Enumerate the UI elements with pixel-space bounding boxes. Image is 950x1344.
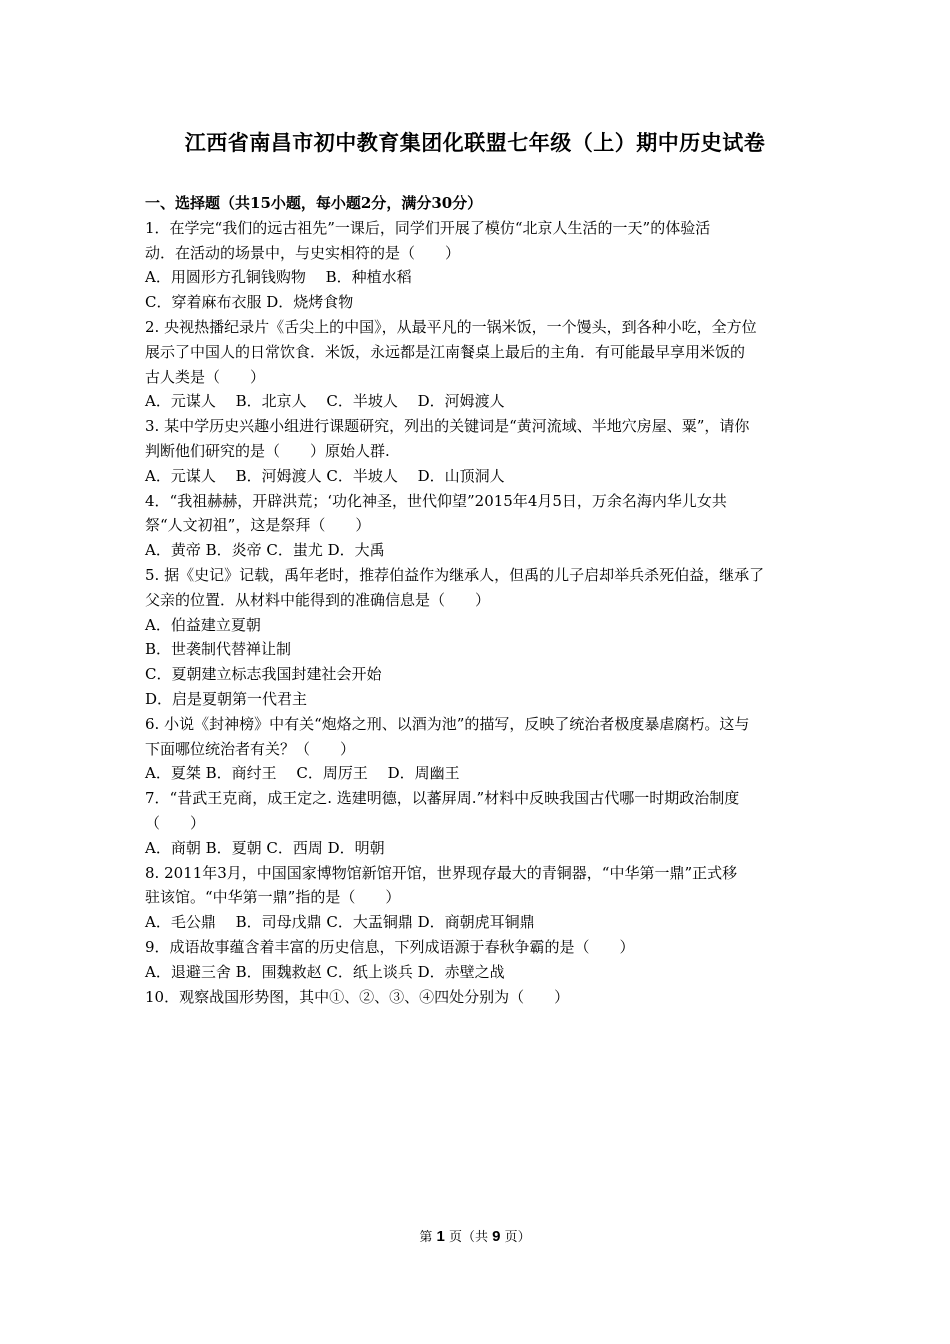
question-option-line: C．夏朝建立标志我国封建社会开始 (145, 665, 382, 684)
question-stem-line: 7．“昔武王克商，成王定之. 选建明德，以蕃屏周.”材料中反映我国古代哪一时期政治制度 (145, 789, 740, 808)
question-stem-line: 9．成语故事蕴含着丰富的历史信息，下列成语源于春秋争霸的是（ ） (145, 937, 635, 956)
question-stem-line: 4．“我祖赫赫，开辟洪荒；‘功化神圣，世代仰望”2015年4月5日，万余名海内华儿女共 (145, 491, 727, 510)
question-option-line: A．黄帝 B．炎帝 C．蚩尤 D．大禹 (145, 541, 385, 560)
footer-page-number: 1 (436, 1228, 445, 1245)
question-7 (145, 786, 810, 860)
question-option-line: A．元谋人 B．河姆渡人 C．半坡人 D．山顶洞人 (145, 466, 505, 485)
question-stem-line: 祭“人文初祖”，这是祭拜（ ） (145, 516, 371, 535)
question-9 (145, 935, 810, 985)
question-option-line: A．夏桀 B．商纣王 C．周厉王 D．周幽王 (145, 764, 460, 783)
document-body (145, 191, 810, 1009)
question-stem-line: 驻该馆。“中华第一鼎”指的是（ ） (145, 888, 401, 907)
section-heading: 一、选择题（共15小题，每小题2分，满分30分） (145, 194, 483, 212)
question-stem-line: 10．观察战国形势图，其中①、②、③、④四处分别为（ ） (145, 987, 570, 1006)
page-footer (0, 1226, 950, 1245)
question-8 (145, 861, 810, 935)
question-option-line: D．启是夏朝第一代君主 (145, 689, 308, 708)
question-option-line: C．穿着麻布衣服 D．烧烤食物 (145, 293, 354, 312)
footer-prefix: 第 (419, 1230, 433, 1245)
footer-total-pages: 9 (492, 1228, 501, 1245)
question-stem-line: 8. 2011年3月，中国国家博物馆新馆开馆，世界现存最大的青铜器，“中华第一鼎”正式移 (145, 863, 738, 882)
document-title: 江西省南昌市初中教育集团化联盟七年级（上）期中历史试卷 (184, 130, 766, 155)
footer-suffix: 页） (504, 1230, 531, 1245)
question-10 (145, 985, 810, 1010)
question-stem-line: 下面哪位统治者有关？（ ） (145, 739, 356, 758)
question-option-line: A．用圆形方孔铜钱购物 B．种植水稻 (145, 268, 412, 287)
question-option-line: A．元谋人 B．北京人 C．半坡人 D．河姆渡人 (145, 392, 505, 411)
question-option-line: A．伯益建立夏朝 (145, 615, 261, 634)
question-stem-line: 古人类是（ ） (145, 367, 266, 386)
question-stem-line: 5. 据《史记》记载，禹年老时，推荐伯益作为继承人，但禹的儿子启却举兵杀死伯益，继承了 (145, 565, 765, 584)
question-4 (145, 489, 810, 563)
question-5 (145, 563, 810, 712)
question-2 (145, 315, 810, 414)
question-stem-line: 3. 某中学历史兴趣小组进行课题研究，列出的关键词是“黄河流域、半地穴房屋、粟”，请你 (145, 417, 750, 436)
question-3 (145, 414, 810, 488)
question-option-line: A．退避三舍 B．围魏救赵 C．纸上谈兵 D．赤壁之战 (145, 962, 505, 981)
question-stem-line: 动．在活动的场景中，与史实相符的是（ ） (145, 243, 461, 262)
question-stem-line: 判断他们研究的是（ ）原始人群. (145, 441, 390, 460)
question-1 (145, 216, 810, 315)
question-option-line: A．商朝 B．夏朝 C．西周 D．明朝 (145, 838, 385, 857)
question-stem-line: 1．在学完“我们的远古祖先”一课后，同学们开展了模仿“北京人生活的一天”的体验活 (145, 218, 711, 237)
footer-middle: 页（共 (448, 1230, 488, 1245)
question-6 (145, 712, 810, 786)
question-stem-line: 父亲的位置．从材料中能得到的准确信息是（ ） (145, 590, 491, 609)
question-stem-line: 2. 央视热播纪录片《舌尖上的中国》，从最平凡的一锅米饭，一个馒头，到各种小吃，全方位 (145, 317, 757, 336)
question-stem-line: 展示了中国人的日常饮食．米饭，永远都是江南餐桌上最后的主角．有可能最早享用米饭的 (145, 342, 746, 361)
question-option-line: A．毛公鼎 B．司母戊鼎 C．大盂铜鼎 D．商朝虎耳铜鼎 (145, 913, 535, 932)
question-option-line: B．世袭制代替禅让制 (145, 640, 292, 659)
question-stem-line: （ ） (145, 813, 206, 832)
question-stem-line: 6. 小说《封神榜》中有关“炮烙之刑、以酒为池”的描写，反映了统治者极度暴虐腐朽。这与 (145, 714, 750, 733)
